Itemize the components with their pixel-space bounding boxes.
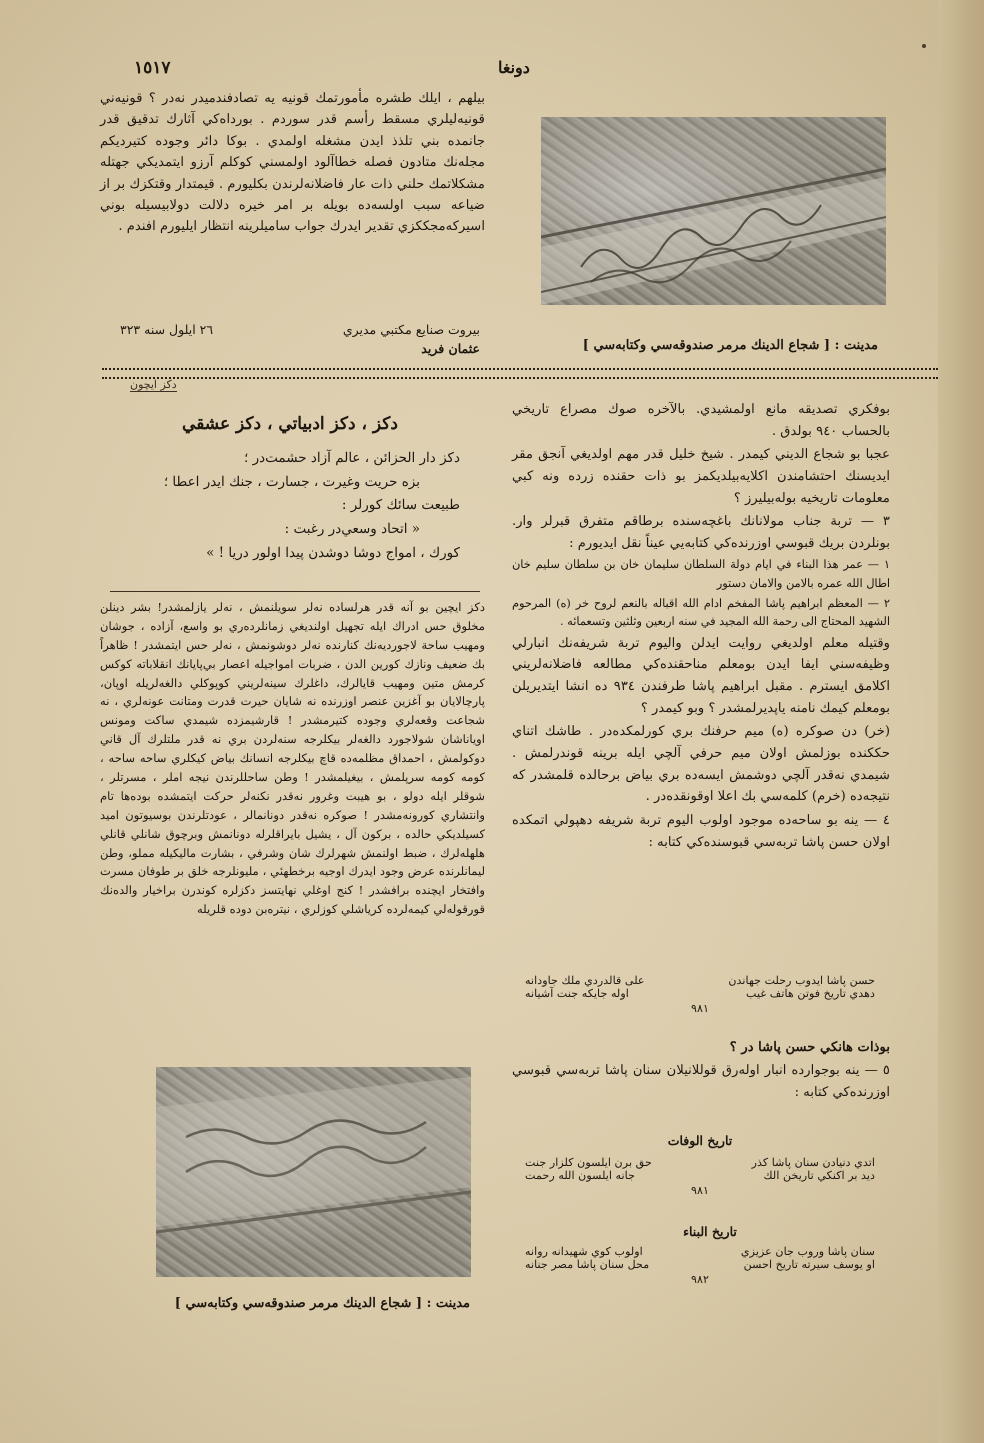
question-hasan-pasha: بوذات هانكي حسن پاشا در ؟ [729, 1040, 890, 1055]
poem-line: كورك ، امواج دوشا دوشدن پيدا اولور دريا ! » [206, 544, 460, 561]
poem-verses [140, 447, 460, 565]
verse-hasan-pasha [525, 974, 875, 1015]
paragraph-item-4: ٤ — ينه بو ساحه‌ده موجود اولوب اليوم تربة شريفه دهپولي اتمكده اولان حسن پاشا تربه‌سي قبوسنده‌كي كتابه : [512, 812, 890, 850]
verse-year: ٩٨١ [690, 1184, 710, 1197]
inscription-illustration [156, 1067, 471, 1277]
letter-paragraph: بيلهم ، ايلك طشره مأمورتمك قونيه يه تصادفندميدر نه‌در ؟ قونيه‌ني قونيه‌ليلري مسقط رأسم قدر سوردم . بورداه‌كي آثارك تدقيق قدر جانمده بني تلذذ ايدن مشغله اولمدي . بوكا دائر وجوده كتيرديكم مجله‌نك متادون فصله خطاآلود اولمسني كوكلم آرزو ايتمديكي جهتله مشكلاتمك حلني ذات عار فاضلانه‌لرندن بكليورم . قيمتدار وقتكزك بر از ضياعه سبب اولسه‌ده بويله بر امر خيره دلالت دولابيسيله بوني اسيركه‌مجككزي تقدير ايدرك جواب ساميلرينه انتظار ايليورم افندم . [100, 91, 485, 235]
page-edge-shadow [938, 0, 984, 1443]
verse-hemistich: على قالدردي ملك جاودانه [525, 974, 645, 987]
paragraph-item-3: ٣ — تربة جناب مولانانك باغچه‌سنده برطاقم متفرق قبرلر وار. بونلردن بريك قبوسي اوزرنده‌كي كتابه‌يي عيناً نقل ايديورم : [512, 514, 890, 551]
poem-line: دكز دار الحزائن ، عالم آزاد حشمت‌در ؛ [244, 450, 460, 466]
verse-year: ٩٨١ [690, 1002, 710, 1015]
page-header [90, 58, 880, 84]
subtitle-date-of-death: تاريخ الوفات [667, 1133, 733, 1148]
verse-hemistich: جانه ايلسون الله رحمت [525, 1169, 635, 1182]
photo-caption-bottom: مدينت : [ شجاع الدينك مرمر صندوقه‌سي وكتابه‌سي ] [174, 1296, 470, 1311]
right-column-text [512, 399, 890, 855]
verse-sinan-pasha-death [525, 1156, 875, 1197]
marble-inscription-photo [156, 1067, 471, 1277]
verse-hemistich: ديد بر اكنكي تاريخن الك [763, 1169, 875, 1182]
right-column-continued [512, 1037, 890, 1103]
subtitle-date-of-building: تاريخ البناء [683, 1224, 737, 1239]
inscription-line-2: ٢ — المعظم ابراهيم پاشا المفخم ادام الله اقباله بالنعم لروح خر (ه) المرحوم الشهيد المحتاج الى رحمة الله المجيد في سنه اربعين وثلثين وتسعمائه . [512, 596, 890, 628]
sea-essay-paragraph: دكز ايچين بو آنه قدر هرلساده نه‌لر سويلنمش ، نه‌لر يازلمشدر! بشر دينلن مخلوق حس ادراك ايله تجهيل اولنديغي زمانلرده‌ري بو واسع، آزاده ، جوشان ومهيب ساحة لاجورديه‌نك كنارنده نه‌لر دوشونمش ، نه‌لر حس ايتمشدر ! ظاهراً بك ضعيف ونازك كورين الدن ، ضربات امواجيله اعصار بي‌پايانك انقلاباته كوكس كرمش متين ومهيب قايالرك، داغلرك سينه‌لريني كوپوكلي دالغه‌لريله اوپان، پارچالايان بو آغزين عنصر اوزرنده نه شايان حيرت قدرت ومتانت عونه‌لري ، نه شجاعت وقعه‌لري وجوده كتيرمشدر ! قارشيمزده شيمدي ساكت ومونس اوياناشان شولاجورد دالغه‌لر بيكلرجه سنه‌لردن بري نه قدر ملتلرك آل قاني دوكولمش ، احمداق مظلمه‌ده قاچ بيكلرجه انسانك بياض كيكلري ساحه ساحه ، كومه كومه سرپلمش ، بيغيلمشدر ! وطن ساحللرندن نيجه املر ، مسرتلر ، شوقلر ايله دولو ، بو هيبت وغرور نه‌قدر نكنه‌لر حركت ايتمشده بوده‌ها تام وانتشاري كورونه‌مشدر ! صوكره نه‌قدر دونانمالر ، عودتلرندن بوسيوتون اميد كسيلديكي حالده ، بركون آل ، يشيل بايراقلرله دونانمش وبرچوق شانلي قانلي هلهله‌لرك ، ضبط اولنمش شهرلرك شان وشرفي ، بشارت ماليكيله مملو، وطن ليمانلرنده عرض وجود ايدرك اوجيه برخطهئي ، مليونلرجه خلق بر طوفان مسرت وافتخار ايچنده برافشدر ! كنج اوغلي نهايتسز دكزلره كوندرن براخيار والده‌نك قورقوله‌لي كيمه‌لرده كرياشلي كوزلري ، نيتره‌بن دوده قلريله [100, 600, 485, 917]
verse-sinan-pasha-building [525, 1245, 875, 1286]
marble-sarcophagus-photo [541, 117, 886, 305]
paragraph-item-5: ٥ — ينه بوجوارده انبار اوله‌رق قوللانيلان سنان پاشا تربه‌سي قبوسي اوزرنده‌كي كتابه : [512, 1063, 890, 1100]
verse-hemistich: دهدي تاريخ فوتن هاتف غيب [746, 987, 875, 1000]
photo-caption-top: مدينت : [ شجاع الدينك مرمر صندوقه‌سي وكتابه‌سي ] [582, 338, 878, 353]
verse-hemistich: اوله جايكه جنت آشيانه [525, 987, 629, 1000]
intro-paragraph: بوفكري تصديقه مانع اولمشيدي. بالآخره صوك مصراع تاريخي بالحساب ٩٤٠ بولدق . [512, 402, 890, 439]
signature-name: عثمان فريد [421, 341, 480, 356]
verse-hemistich: اولوب كوي شهيدانه روانه [525, 1245, 643, 1258]
poem-line: بزه حريت وغيرت ، جسارت ، جنك ايدر اعطا ؛ [163, 473, 420, 490]
running-title: دونغا [498, 58, 530, 77]
verse-hemistich: اتدي دنيادن سنان پاشا كذر [751, 1156, 875, 1169]
inscription-illustration [541, 117, 886, 305]
verse-hemistich: محل سنان پاشا مصر جنانه [525, 1258, 650, 1271]
paragraph-shujaeddin: عجبا بو شجاع الديني كيمدر . شيخ خليل قدر مهم اولديغي آنجق مقر ايديسنك احتشامندن اكلايه‌بيلديكمز بو ذات حقنده زرده ونه كبي معلومات تاريخيه بوله‌بيليرز ؟ [512, 447, 890, 506]
paragraph-letter-he: (خر) دن صوكره (ه) ميم حرفنك بري كورلمكده‌در . طاشك اتناي حككنده بوزلمش اولان ميم حرفي آلچي ايله برينه قوندرلمش . شيمدي نه‌قدر آلچي دوشمش ايسه‌ده بري بياض برحالده قلمشدر كه نتيجه‌ده (خرم) كلمه‌سي بك اعلا اوقونقده‌در . [512, 724, 890, 805]
paragraph-teacher: وقتيله معلم اولديغي روايت ايدلن واليوم تربة شريفه‌نك انبارلي وظيفه‌سني ايفا ايدن بومعلم مناحقنده‌كي مطالعه فاضلانه‌لريني اكلامق ايسترم . مقبل ابراهيم پاشا طرفندن ٩٣٤ ده انشا ايتديريلن بومعلم كيمك نامنه ياپديرلمشدر ؟ وبو كيمدر ؟ [512, 635, 890, 716]
section-tag: دكز ايچون [130, 378, 177, 391]
verse-year: ٩٨٢ [690, 1273, 710, 1286]
verse-hemistich: او يوسف سيرته تاريخ احسن [743, 1258, 875, 1271]
signature-office: بيروت صنايع مكتبي مديري [342, 322, 480, 337]
poem-line: « اتحاد وسعي‌در رغبت : [284, 520, 420, 537]
letter-signature [120, 322, 480, 360]
signature-date: ٢٦ ايلول سنه ٣٢٣ [120, 322, 214, 337]
poem-title: دكز ، دكز ادبياتي ، دكز عشقي [182, 414, 398, 434]
ink-dot [922, 44, 926, 48]
verse-hemistich: سنان پاشا وروب جان عزيزي [740, 1245, 875, 1258]
poem-separator [110, 591, 480, 592]
ornamental-divider [102, 368, 938, 379]
page-number: ١٥١٧ [134, 58, 171, 78]
verse-hemistich: حسن پاشا ايدوب رحلت جهاندن [728, 974, 875, 987]
inscription-line-1: ١ — عمر هذا البناء في ايام دولة السلطان سليمان خان بن سلطان سليم خان اطال الله عمره بالامن والامان دستور [512, 558, 890, 590]
poem-line: طبيعت سائك كورلر : [341, 497, 460, 514]
verse-hemistich: حق برن ايلسون كلزار جنت [525, 1156, 652, 1169]
